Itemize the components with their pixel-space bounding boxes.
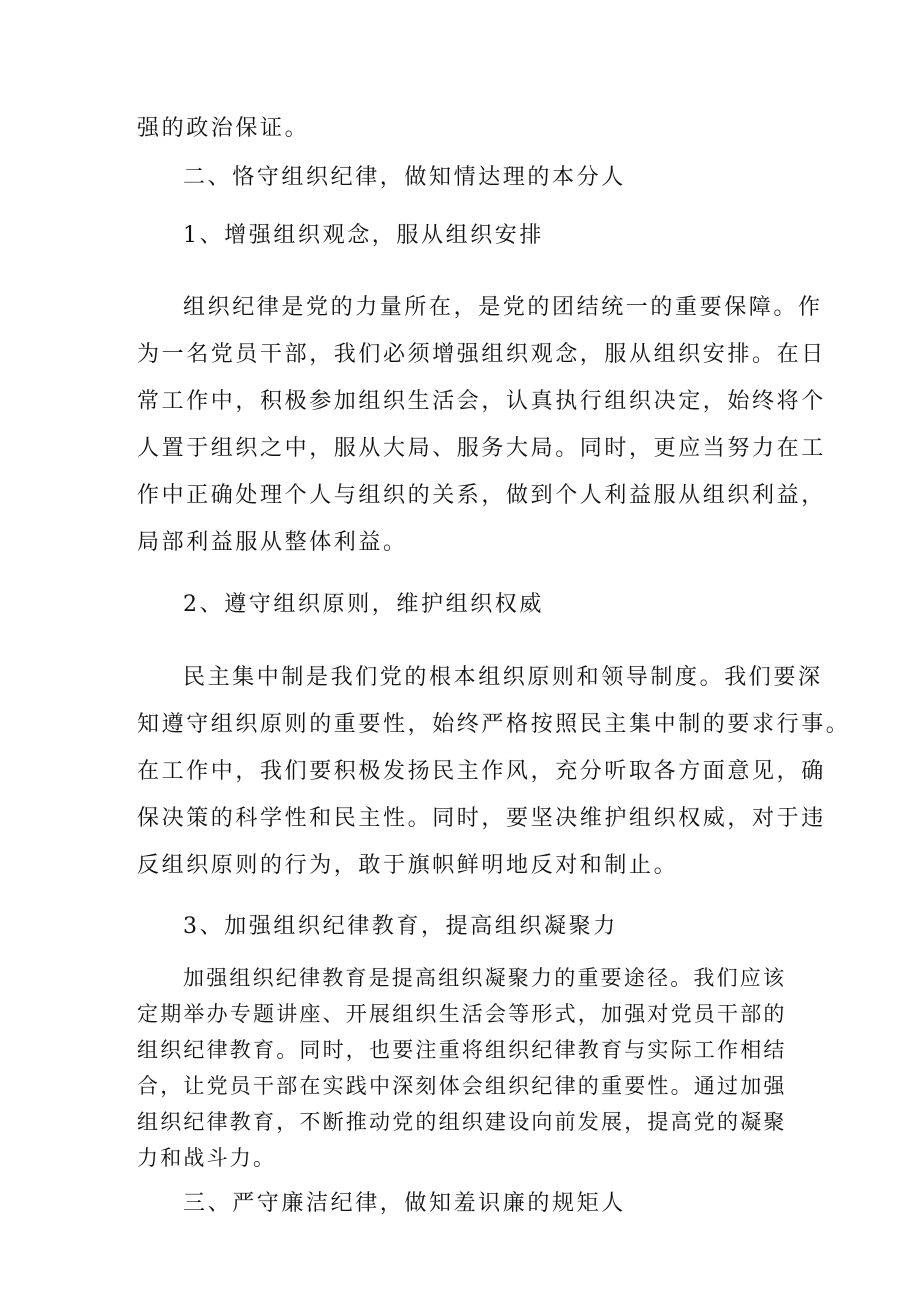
paragraph-line: 知遵守组织原则的重要性，始终严格按照民主集中制的要求行事。 <box>137 712 851 737</box>
paragraph-line: 定期举办专题讲座、开展组织生活会等形式，加强对党员干部的 <box>137 1002 787 1026</box>
paragraph-line: 组织纪律教育。同时，也要注重将组织纪律教育与实际工作相结 <box>137 1038 787 1062</box>
subheading-3: 3、加强组织纪律教育，提高组织凝聚力 <box>183 914 618 939</box>
paragraph-tail: 强的政治保证。 <box>137 116 310 141</box>
paragraph-line: 人置于组织之中，服从大局、服务大局。同时，更应当努力在工 <box>137 436 826 461</box>
paragraph-line: 组织纪律教育，不断推动党的组织建设向前发展，提高党的凝聚 <box>137 1110 787 1134</box>
paragraph-line: 为一名党员干部，我们必须增强组织观念，服从组织安排。在日 <box>137 342 826 367</box>
section-heading-3: 三、严守廉洁纪律，做知羞识廉的规矩人 <box>183 1191 626 1216</box>
paragraph-line: 组织纪律是党的力量所在，是党的团结统一的重要保障。作 <box>183 295 823 320</box>
paragraph-line: 保决策的科学性和民主性。同时，要坚决维护组织权威，对于违 <box>137 806 826 831</box>
section-heading-2: 二、恪守组织纪律，做知情达理的本分人 <box>183 165 626 190</box>
subheading-1: 1、增强组织观念，服从组织安排 <box>183 223 544 248</box>
paragraph-line: 在工作中，我们要积极发扬民主作风，充分听取各方面意见，确 <box>137 759 826 784</box>
paragraph-line: 民主集中制是我们党的根本组织原则和领导制度。我们要深 <box>183 665 823 690</box>
paragraph-line: 反组织原则的行为，敢于旗帜鲜明地反对和制止。 <box>137 853 679 878</box>
paragraph-line: 力和战斗力。 <box>137 1146 277 1170</box>
paragraph-line: 合，让党员干部在实践中深刻体会组织纪律的重要性。通过加强 <box>137 1074 787 1098</box>
paragraph-line: 常工作中，积极参加组织生活会，认真执行组织决定，始终将个 <box>137 389 826 414</box>
paragraph-line: 局部利益服从整体利益。 <box>137 530 408 555</box>
subheading-2: 2、遵守组织原则，维护组织权威 <box>183 592 544 617</box>
paragraph-line: 作中正确处理个人与组织的关系，做到个人利益服从组织利益， <box>137 483 826 508</box>
paragraph-line: 加强组织纪律教育是提高组织凝聚力的重要途径。我们应该 <box>183 966 787 990</box>
